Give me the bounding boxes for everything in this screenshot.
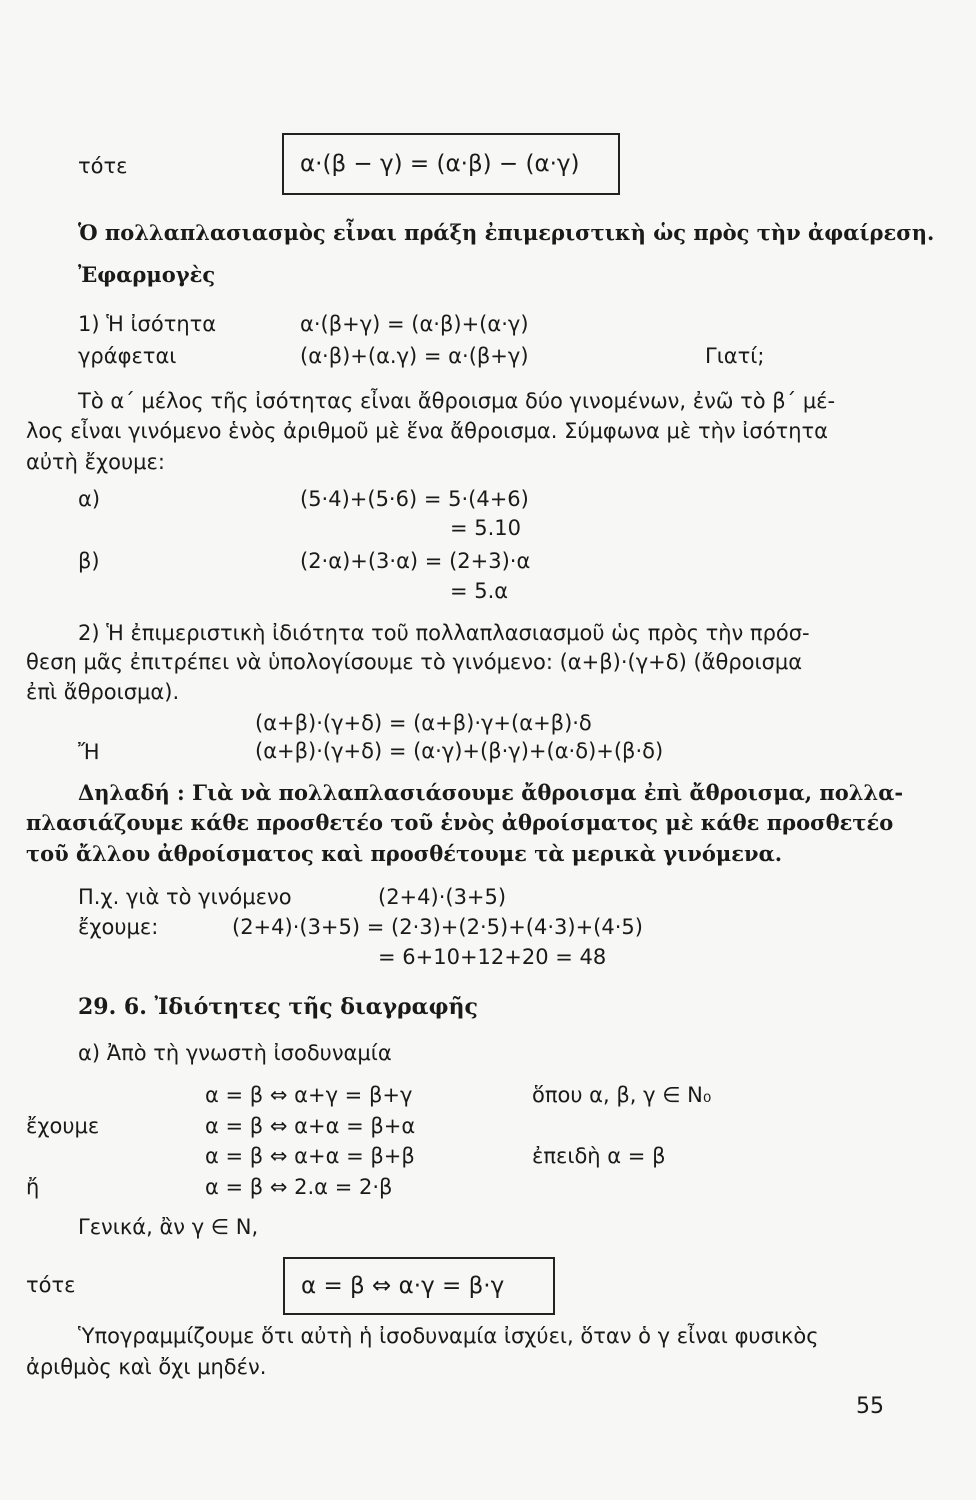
general-condition: Γενικά, ἂν γ ∈ N, (78, 1215, 259, 1239)
paragraph2-line2: θεση μᾶς ἐπιτρέπει νὰ ὑπολογίσουμε τὸ γινόμενο: (α+β)·(γ+δ) (ἄθροισμα (26, 650, 803, 674)
example-b-line2: = 5.α (450, 579, 509, 603)
example-a-label: α) (78, 487, 101, 511)
paragraph2-line1: 2) Ἡ ἐπιμεριστικὴ ἰδιότητα τοῦ πολλαπλασιασμοῦ ὡς πρὸς τὴν πρόσ- (78, 621, 810, 645)
final-line1: Ὑπογραμμίζουμε ὅτι αὐτὴ ἡ ἰσοδυναμία ἰσχύει, ὅταν ὁ γ εἶναι φυσικὸς (78, 1324, 819, 1348)
equivalence-2: α = β ⇔ α+α = β+α (205, 1114, 416, 1138)
then-label-2: τότε (26, 1273, 76, 1297)
example-b-line1: (2·α)+(3·α) = (2+3)·α (300, 549, 531, 573)
example-expansion-line1: (2+4)·(3+5) = (2·3)+(2·5)+(4·3)+(4·5) (232, 915, 643, 939)
final-line2: ἀριθμὸς καὶ ὄχι μηδέν. (26, 1355, 267, 1379)
section-intro: α) Ἀπὸ τὴ γνωστὴ ἰσοδυναμία (78, 1041, 392, 1065)
equivalence-4: α = β ⇔ 2.α = 2·β (205, 1175, 393, 1199)
or-label: Ἤ (78, 740, 100, 764)
paragraph1-line2: λος εἶναι γινόμενο ἑνὸς ἀριθμοῦ μὲ ἕνα ἄθροισμα. Σύμφωνα μὲ τὴν ἰσότητα (26, 419, 828, 443)
rule-line2: πλασιάζουμε κάθε προσθετέο τοῦ ἑνὸς ἀθροίσματος μὲ κάθε προσθετέο (26, 810, 894, 835)
distributive-statement: Ὁ πολλαπλασιασμὸς εἶναι πράξη ἐπιμεριστικὴ ὡς πρὸς τὴν ἀφαίρεση. (78, 220, 935, 245)
example-label: Π.χ. γιὰ τὸ γινόμενο (78, 885, 292, 909)
equivalence-1: α = β ⇔ α+γ = β+γ (205, 1083, 413, 1107)
item1-label: 1) Ἡ ἰσότητα (78, 312, 217, 336)
why-question: Γιατί; (705, 344, 765, 368)
written-formula: (α·β)+(α.γ) = α·(β+γ) (300, 344, 529, 368)
equivalence-3-condition: ἐπειδὴ α = β (532, 1144, 666, 1168)
paragraph1-line3: αὐτὴ ἔχουμε: (26, 450, 165, 474)
rule-line1: Δηλαδή : Γιὰ νὰ πολλαπλασιάσουμε ἄθροισμα ἐπὶ ἄθροισμα, πολλα- (78, 780, 904, 805)
written-label: γράφεται (78, 344, 177, 368)
or2-label: ἤ (26, 1175, 40, 1199)
paragraph1-line1: Τὸ α΄ μέλος τῆς ἰσότητας εἶναι ἄθροισμα δύο γινομένων, ἐνῶ τὸ β΄ μέ- (78, 389, 836, 413)
example-a-line1: (5·4)+(5·6) = 5·(4+6) (300, 487, 529, 511)
example-have: ἔχουμε: (78, 915, 159, 939)
page-number: 55 (856, 1394, 884, 1419)
paragraph2-line3: ἐπὶ ἄθροισμα). (26, 680, 180, 704)
equivalence-1-condition: ὅπου α, β, γ ∈ N₀ (532, 1083, 712, 1107)
item1-formula: α·(β+γ) = (α·β)+(α·γ) (300, 312, 529, 336)
section-heading: 29. 6. Ἰδιότητες τῆς διαγραφῆς (78, 994, 478, 1020)
equivalence-3: α = β ⇔ α+α = β+β (205, 1144, 415, 1168)
expansion-equation-2: (α+β)·(γ+δ) = (α·γ)+(β·γ)+(α·δ)+(β·δ) (255, 739, 664, 763)
example-expansion-line2: = 6+10+12+20 = 48 (378, 945, 607, 969)
distributive-subtraction-box: α·(β − γ) = (α·β) − (α·γ) (282, 133, 620, 195)
applications-heading: Ἐφαρμογὲς (78, 262, 216, 287)
cancellation-box: α = β ⇔ α·γ = β·γ (283, 1257, 555, 1315)
rule-line3: τοῦ ἄλλου ἀθροίσματος καὶ προσθέτουμε τὰ μερικὰ γινόμενα. (26, 841, 783, 866)
expansion-equation-1: (α+β)·(γ+δ) = (α+β)·γ+(α+β)·δ (255, 711, 592, 735)
example-a-line2: = 5.10 (450, 516, 522, 540)
example-b-label: β) (78, 549, 100, 573)
example-product: (2+4)·(3+5) (378, 885, 507, 909)
then-label: τότε (78, 154, 128, 178)
have-label: ἔχουμε (26, 1114, 100, 1138)
